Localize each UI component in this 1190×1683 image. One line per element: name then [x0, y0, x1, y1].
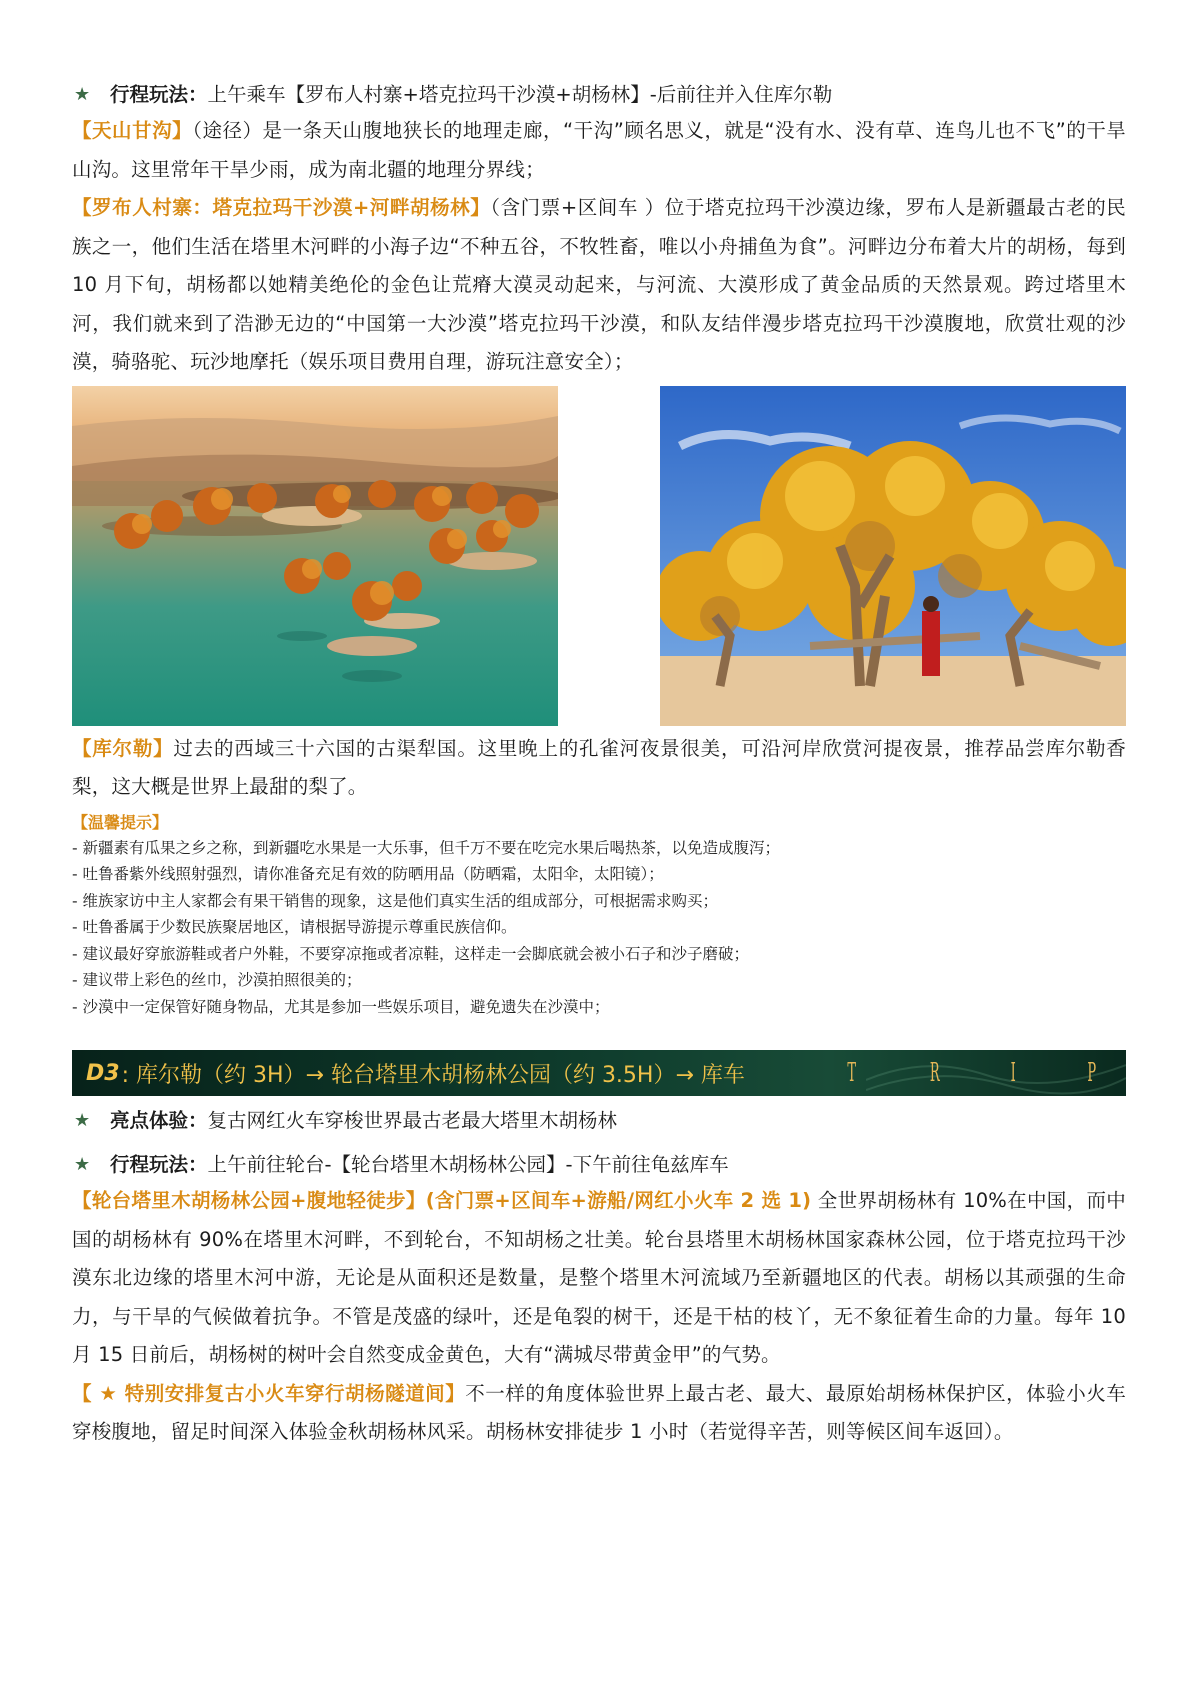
tianshan-text: （途径）是一条天山腹地狭长的地理走廊，“干沟”顾名思义，就是“没有水、没有草、连鸟儿也不飞”的干旱山沟。这里常年干旱少雨，成为南北疆的地理分界线； — [72, 119, 1126, 181]
trip-letter: I — [1010, 1058, 1016, 1088]
star-icon: ★ — [99, 1381, 118, 1405]
tips-title: 【温馨提示】 — [72, 812, 169, 832]
trip-letter: T — [847, 1058, 857, 1088]
train-title: 特别安排复古小火车穿行胡杨隧道间】 — [117, 1381, 466, 1405]
item-text: 上午乘车【罗布人村寨+塔克拉玛干沙漠+胡杨林】-后前往并入住库尔勒 — [207, 83, 833, 106]
tip-item: - 维族家访中主人家都会有果干销售的现象，这是他们真实生活的组成部分，可根据需求购买； — [72, 891, 719, 910]
korla-title: 【库尔勒】 — [72, 736, 174, 760]
luobu-title: 【罗布人村寨：塔克拉玛干沙漠+河畔胡杨林】 — [72, 196, 491, 219]
tip-item: - 建议带上彩色的丝巾，沙漠拍照很美的； — [72, 971, 362, 989]
item-label: 行程玩法： — [110, 83, 208, 106]
itinerary-item — [72, 78, 1126, 112]
tianshan-paragraph — [72, 112, 1126, 189]
star-icon: ★ — [74, 1154, 91, 1175]
itinerary-item — [72, 1148, 1126, 1182]
train-paragraph — [72, 1375, 1126, 1452]
highlight-label: 亮点体验： — [110, 1109, 208, 1132]
highlight-text: 复古网红火车穿梭世界最古老最大塔里木胡杨林 — [207, 1109, 618, 1132]
tip-item: - 吐鲁番紫外线照射强烈，请你准备充足有效的防晒用品（防晒霜，太阳伞，太阳镜）； — [72, 865, 664, 883]
day-number: D3 — [86, 1060, 120, 1086]
star-icon: ★ — [74, 1110, 91, 1131]
populus-forest-photo — [660, 386, 1126, 726]
tianshan-title: 【天山甘沟】 — [72, 119, 193, 142]
tip-item: - 建议最好穿旅游鞋或者户外鞋，不要穿凉拖或者凉鞋，这样走一会脚底就会被小石子和沙子磨破； — [72, 944, 750, 963]
luobu-text: （含门票+区间车 ）位于塔克拉玛干沙漠边缘，罗布人是新疆最古老的民族之一，他们生活在塔里木河畔的小海子边“不种五谷，不牧牲畜，唯以小舟捕鱼为食”。河畔边分布着大片的胡杨，每到 10 月下旬，胡杨都以她精美绝伦的金色让荒瘠大漠灵动起来，与河流、大漠形成了黄金品质的天然景观。跨过塔里木河，我们就来到了浩渺无边的“中国第一大沙漠”塔克拉玛干沙漠，和队友结伴漫步塔克拉玛干沙漠腹地，欣赏壮观的沙漠，骑骆驼、玩沙地摩托（娱乐项目费用自理，游玩注意安全）； — [72, 196, 1126, 373]
tips-list — [72, 835, 1126, 1021]
train-text: 不一样的角度体验世界上最古老、最大、最原始胡杨林保护区，体验小火车穿梭腹地，留足时间深入体验金秋胡杨林风采。胡杨林安排徒步 1 小时（若觉得辛苦，则等候区间车返回）。 — [72, 1381, 1126, 1443]
trip-letters — [779, 1050, 1100, 1096]
luntai-paragraph — [72, 1182, 1126, 1375]
lake-populus-photo — [72, 386, 558, 726]
trip-letter: R — [929, 1058, 940, 1088]
highlight-item — [72, 1104, 1126, 1138]
item-label: 行程玩法： — [110, 1153, 208, 1176]
star-icon: ★ — [74, 84, 91, 105]
item-text: 上午前往轮台-【轮台塔里木胡杨林公园】-下午前往龟兹库车 — [207, 1153, 729, 1176]
day-header-bar — [72, 1050, 1126, 1096]
luntai-text: 全世界胡杨林有 10%在中国，而中国的胡杨林有 90%在塔里木河畔，不到轮台，不知胡杨之壮美。轮台县塔里木胡杨林国家森林公园，位于塔克拉玛干沙漠东北边缘的塔里木河中游，无论是从面积还是数量，是整个塔里木河流域乃至新疆地区的代表。胡杨以其顽强的生命力，与干旱的气候做着抗争。不管是茂盛的绿叶，还是龟裂的树干，还是干枯的枝丫，无不象征着生命的力量。每年 10 月 15 日前后，胡杨树的树叶会自然变成金黄色，大有“满城尽带黄金甲”的气势。 — [72, 1189, 1126, 1366]
luobu-paragraph — [72, 189, 1126, 382]
photo-row — [72, 386, 1126, 726]
tip-item: - 沙漠中一定保管好随身物品，尤其是参加一些娱乐项目，避免遗失在沙漠中； — [72, 997, 610, 1016]
korla-text: 过去的西域三十六国的古渠犁国。这里晚上的孔雀河夜景很美，可沿河岸欣赏河提夜景，推荐品尝库尔勒香梨，这大概是世界上最甜的梨了。 — [72, 736, 1126, 798]
itinerary-page — [72, 78, 1126, 1452]
korla-paragraph — [72, 730, 1126, 807]
tip-item: - 新疆素有瓜果之乡之称，到新疆吃水果是一大乐事，但千万不要在吃完水果后喝热茶，以免造成腹泻； — [72, 838, 781, 857]
trip-letter: P — [1086, 1058, 1096, 1088]
luntai-title: 【轮台塔里木胡杨林公园+腹地轻徒步】(含门票+区间车+游船/网红小火车 2 选 1) — [72, 1189, 812, 1212]
day-route: : 库尔勒（约 3H）→ 轮台塔里木胡杨林公园（约 3.5H）→ 库车 — [121, 1062, 745, 1088]
train-title-open: 【 — [72, 1381, 100, 1405]
tip-item: - 吐鲁番属于少数民族聚居地区，请根据导游提示尊重民族信仰。 — [72, 918, 517, 936]
